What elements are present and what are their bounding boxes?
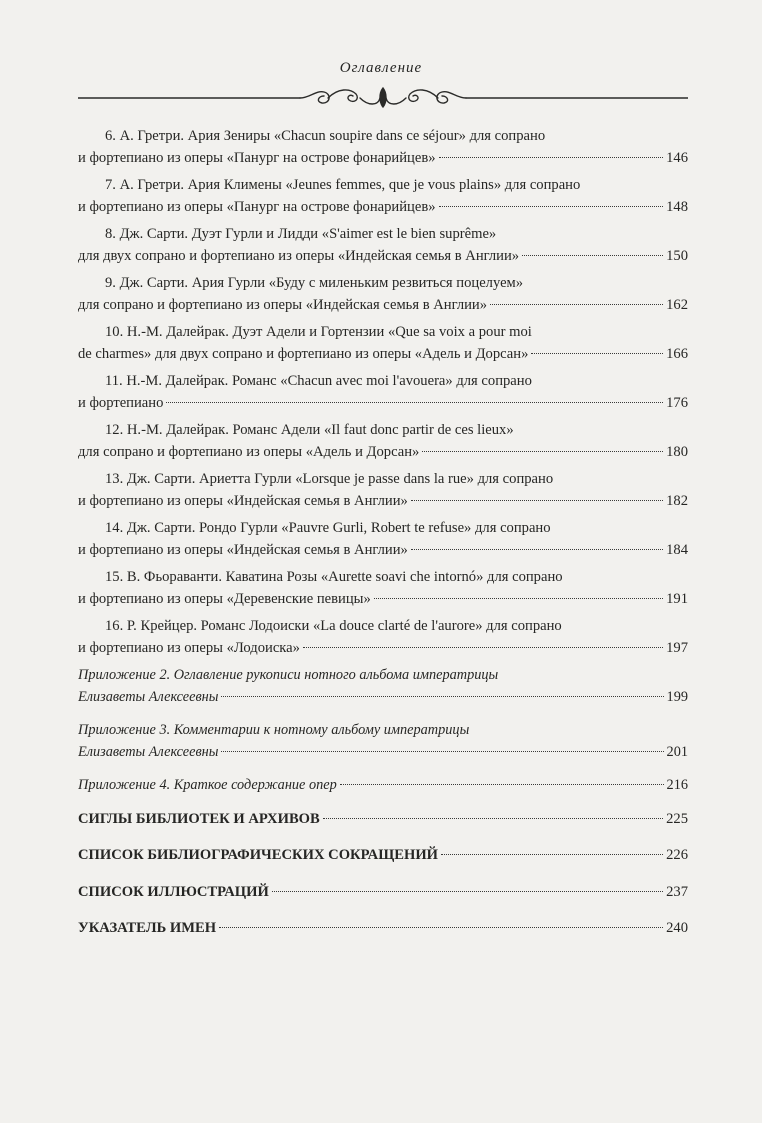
entry-title-line: 7. А. Гретри. Ария Климены «Jeunes femmes, que je vous plains» для сопрано	[105, 177, 581, 193]
page-number: 150	[666, 247, 688, 264]
dot-leader	[522, 255, 663, 256]
toc-entry	[78, 175, 688, 218]
dot-leader	[531, 353, 663, 354]
dot-leader	[441, 854, 663, 855]
entry-title-continuation: и фортепиано из оперы «Лодоиска»	[78, 639, 300, 656]
entry-title-line: 9. Дж. Сарти. Ария Гурли «Буду с миленьким резвиться поцелуем»	[105, 275, 524, 291]
toc-entry	[78, 518, 688, 561]
toc-entry	[78, 273, 688, 316]
page-number: 180	[666, 443, 688, 460]
dot-leader	[221, 751, 663, 752]
dot-leader	[411, 500, 663, 501]
dot-leader	[323, 818, 663, 819]
appendix-title-line: Приложение 3. Комментарии к нотному альбому императрицы	[78, 722, 470, 738]
toc-entry	[78, 420, 688, 463]
section-title: СИГЛЫ БИБЛИОТЕК И АРХИВОВ	[78, 810, 320, 827]
page-number: 162	[666, 296, 688, 313]
entry-title-continuation: de charmes» для двух сопрано и фортепиано из оперы «Адель и Дорсан»	[78, 345, 529, 362]
entry-title-line: 6. А. Гретри. Ария Зениры «Chacun soupire dans ce séjour» для сопрано	[105, 128, 546, 144]
entry-title-continuation: и фортепиано	[78, 394, 164, 411]
table-of-contents	[78, 126, 688, 955]
appendix-title-continuation: Елизаветы Алексеевны	[78, 743, 219, 760]
entry-title-continuation: и фортепиано из оперы «Панург на острове фонарийцев»	[78, 198, 436, 215]
toc-entry	[78, 224, 688, 267]
entry-title-line: 10. Н.-М. Далейрак. Дуэт Адели и Гортензии «Que sa voix a pour moi	[105, 324, 532, 340]
page-number: 197	[666, 639, 688, 656]
dot-leader	[272, 891, 663, 892]
entry-title-line: 12. Н.-М. Далейрак. Романс Адели «Il faut donc partir de ces lieux»	[105, 422, 514, 438]
toc-entry	[78, 126, 688, 169]
entry-title-line: 11. Н.-М. Далейрак. Романс «Chacun avec moi l'avouera» для сопрано	[105, 373, 532, 389]
page-number: 240	[666, 920, 688, 936]
entry-title-continuation: для двух сопрано и фортепиано из оперы «Индейская семья в Англии»	[78, 247, 520, 264]
page-header-title: Оглавление	[339, 60, 423, 76]
entry-title-continuation: и фортепиано из оперы «Панург на острове фонарийцев»	[78, 149, 436, 166]
appendix-entry	[78, 720, 688, 763]
toc-entry	[78, 371, 688, 414]
appendix-title: Приложение 4. Краткое содержание опер	[78, 777, 337, 793]
entry-title-continuation: для сопрано и фортепиано из оперы «Индейская семья в Англии»	[78, 296, 488, 313]
page-number: 148	[666, 198, 688, 215]
dot-leader	[221, 696, 663, 697]
entry-title-line: 15. В. Фьораванти. Каватина Розы «Aurette soavi che intornó» для сопрано	[105, 569, 563, 585]
page-number: 216	[666, 777, 688, 793]
ornament-divider	[78, 84, 688, 110]
entry-title-line: 16. Р. Крейцер. Романс Лодоиски «La douce clarté de l'aurore» для сопрано	[105, 618, 562, 634]
appendix-title-continuation: Елизаветы Алексеевны	[78, 688, 219, 705]
toc-entry	[78, 322, 688, 365]
page-number: 182	[666, 492, 688, 509]
page-number: 146	[666, 149, 688, 166]
page-number: 191	[666, 590, 688, 607]
dot-leader	[439, 206, 664, 207]
page-number: 225	[666, 810, 688, 827]
page-number: 226	[666, 847, 688, 863]
entry-title-line: 8. Дж. Сарти. Дуэт Гурли и Лидди «S'aimer est le bien suprême»	[105, 226, 497, 242]
entry-title-continuation: и фортепиано из оперы «Деревенские певицы»	[78, 590, 371, 607]
page-number: 184	[666, 541, 688, 558]
dot-leader	[303, 647, 663, 648]
page-number: 166	[666, 345, 688, 362]
entry-title-continuation: для сопрано и фортепиано из оперы «Адель и Дорсан»	[78, 443, 420, 460]
dot-leader	[340, 784, 664, 785]
appendix-title-line: Приложение 2. Оглавление рукописи нотного альбома императрицы	[78, 667, 499, 683]
section-entry	[78, 845, 688, 867]
entry-title-continuation: и фортепиано из оперы «Индейская семья в Англии»	[78, 492, 408, 509]
appendix-entry	[78, 775, 688, 797]
entry-title-line: 14. Дж. Сарти. Рондо Гурли «Pauvre Gurli, Robert te refuse» для сопрано	[105, 520, 551, 536]
dot-leader	[411, 549, 663, 550]
section-title: СПИСОК БИБЛИОГРАФИЧЕСКИХ СОКРАЩЕНИЙ	[78, 847, 439, 863]
entry-title-line: 13. Дж. Сарти. Ариетта Гурли «Lorsque je passe dans la rue» для сопрано	[105, 471, 554, 487]
entry-title-continuation: и фортепиано из оперы «Индейская семья в Англии»	[78, 541, 408, 558]
section-title: УКАЗАТЕЛЬ ИМЕН	[78, 920, 217, 936]
dot-leader	[166, 402, 663, 403]
appendix-entry	[78, 665, 688, 708]
toc-entry	[78, 567, 688, 610]
page-number: 237	[666, 883, 688, 900]
toc-entry	[78, 616, 688, 659]
section-title: СПИСОК ИЛЛЮСТРАЦИЙ	[78, 883, 269, 900]
section-entry	[78, 918, 688, 940]
dot-leader	[490, 304, 663, 305]
page-number: 199	[666, 688, 688, 705]
section-entry	[78, 809, 688, 831]
toc-entry	[78, 469, 688, 512]
section-entry	[78, 882, 688, 904]
dot-leader	[439, 157, 664, 158]
dot-leader	[219, 927, 663, 928]
page-number: 176	[666, 394, 688, 411]
dot-leader	[374, 598, 663, 599]
page-number: 201	[666, 743, 688, 760]
dot-leader	[422, 451, 663, 452]
